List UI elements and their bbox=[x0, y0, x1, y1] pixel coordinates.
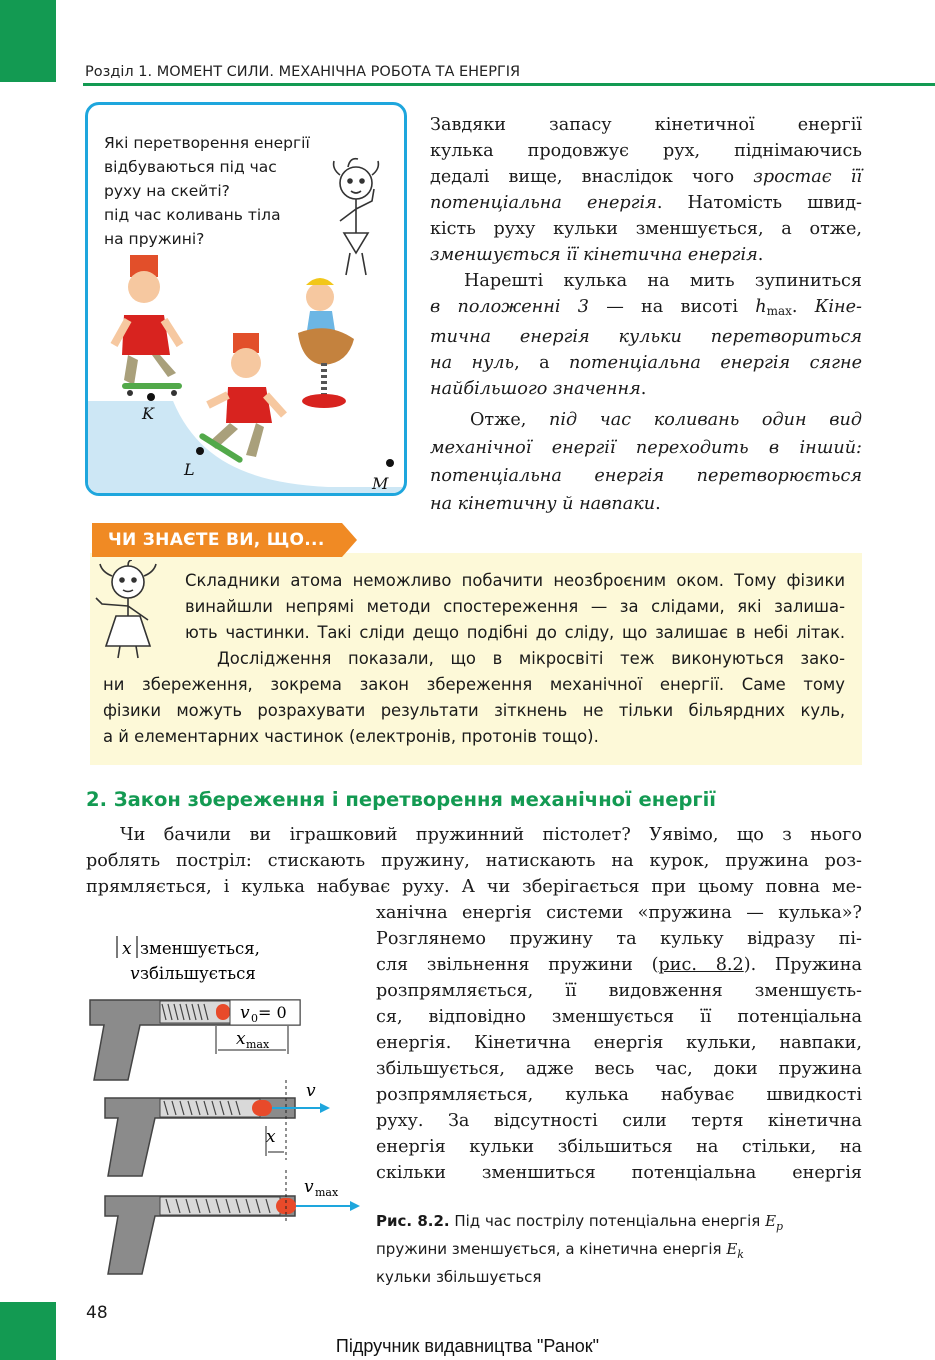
running-head bbox=[83, 62, 935, 84]
paragraph-1: Завдяки запасу кінетичної енергії кулька продовжує рух, піднімаючись дедалі вище, внаслідок чого зростає її потенціальна енергія. Натомість швид- кість руху кульки зменшується, а отже, зменшується її кінетична енергія. bbox=[430, 115, 863, 265]
question-line: відбуваються під час bbox=[104, 158, 277, 176]
green-corner-tab bbox=[0, 0, 56, 82]
vmax-label: v bbox=[304, 1177, 314, 1197]
body-paragraph-right: ханічна енергія системи «пружина — кулька»? Розглянемо пружину та кульку відразу пі- сля звільнення пружини (рис. 8.2). Пружина розпрямляється, її видовження зменшуєть- ся, відповідно зменшується її потенціальна енергія. Кінетична енергія кульки, навпаки, збільшується, адже весь час, доки пружина розпрямляється, кулька набуває швидкості руху. За відсутності сили тертя кінетична енергія кульки збільшиться на стільки, на скільки зменшиться потенціальна енергія bbox=[376, 903, 862, 1183]
x-abs-gun2-label: x bbox=[266, 1127, 276, 1147]
paragraph-3: Отже, під час коливань один вид механічної енергії переходить в інший: потенціальна енергія перетворюється на кінетичну й навпаки. bbox=[430, 410, 862, 514]
question-line: руху на скейті? bbox=[104, 182, 230, 200]
figure-caption: Рис. 8.2. Під час пострілу потенціальна енергія $E_p$ пружини зменшується, а кінетична енергія $E_k$ кульки збільшується bbox=[376, 1212, 784, 1286]
did-you-know-text-indented: Складники атома неможливо побачити неозброєним оком. Тому фізики винайшли непрямі методи спостереження — за слідами, які залиша- ють частинки. Такі сліди дещо подібні до сліду, що залишає в небі літак. Дослідження показали, що в мікросвіті теж виконуються зако- bbox=[185, 571, 845, 668]
v0-subscript: 0 bbox=[251, 1012, 258, 1025]
figure-reference-link[interactable]: рис. 8.2 bbox=[658, 955, 744, 975]
boy-skater-bottom bbox=[198, 333, 284, 464]
caption-label: Рис. 8.2. bbox=[376, 1212, 450, 1230]
v-label: v bbox=[130, 964, 140, 984]
thinking-girl-sketch bbox=[88, 560, 168, 660]
point-m-label: M bbox=[372, 474, 389, 493]
gun-2 bbox=[105, 1098, 330, 1176]
header-rule bbox=[83, 83, 935, 86]
question-line: Які перетворення енергії bbox=[104, 134, 310, 152]
v-increases-label: збільшується bbox=[140, 964, 256, 983]
paragraph-2: Нарешті кулька на мить зупиниться в положенні 3 — на висоті $h_{max}$. Кіне- тична енергія кульки перетвориться на нуль, а потенціальна енергія сягне найбільшого значення. bbox=[430, 271, 863, 399]
point-k-dot bbox=[147, 393, 155, 401]
v-arrow-label: v bbox=[306, 1081, 316, 1101]
point-m-dot bbox=[386, 459, 394, 467]
girl-on-spring-horse bbox=[298, 278, 354, 408]
point-l-label: L bbox=[184, 460, 195, 479]
xmax-label: x bbox=[236, 1029, 246, 1049]
v0-label: v bbox=[240, 1003, 250, 1023]
point-k-label: K bbox=[142, 404, 154, 423]
spring-gun-figure bbox=[80, 930, 370, 1280]
question-line: під час коливань тіла bbox=[104, 206, 281, 224]
question-line: на пружині? bbox=[104, 230, 205, 248]
point-l-dot bbox=[196, 447, 204, 455]
page-number: 48 bbox=[86, 1303, 108, 1323]
body-paragraph-full: Чи бачили ви іграшковий пружинний пістолет? Уявімо, що з нього роблять постріл: стискають пружину, натискають на курок, пружина роз- прямляється, і кулька набуває руху. А чи зберігається при цьому повна ме- bbox=[86, 825, 862, 897]
running-head-title: Розділ 1. МОМЕНТ СИЛИ. МЕХАНІЧНА РОБОТА ТА ЕНЕРГІЯ bbox=[85, 64, 521, 80]
did-you-know-label: ЧИ ЗНАЄТЕ ВИ, ЩО... bbox=[108, 530, 325, 550]
vmax-subscript: max bbox=[315, 1186, 339, 1199]
xmax-subscript: max bbox=[246, 1038, 270, 1051]
section-heading: 2. Закон збереження і перетворення механічної енергії bbox=[86, 788, 716, 811]
v0-equals: = 0 bbox=[258, 1003, 287, 1022]
right-column-text bbox=[430, 112, 862, 518]
skate-illustration bbox=[85, 102, 407, 496]
did-you-know-text-full: ни збереження, зокрема закон збереження механічної енергії. Саме тому фізики можуть розрахувати результати зіткнень не тільки більярдних куль, а й елементарних частинок (електронів, протонів тощо). bbox=[103, 675, 845, 746]
illustration-questions bbox=[104, 131, 364, 251]
publisher-footer: Підручник видавництва "Ранок" bbox=[335, 1336, 600, 1356]
x-abs-label: x bbox=[122, 939, 132, 959]
x-decreases-label: зменшується, bbox=[140, 939, 260, 958]
boy-skater-top bbox=[114, 255, 182, 396]
gun-3 bbox=[105, 1196, 360, 1274]
